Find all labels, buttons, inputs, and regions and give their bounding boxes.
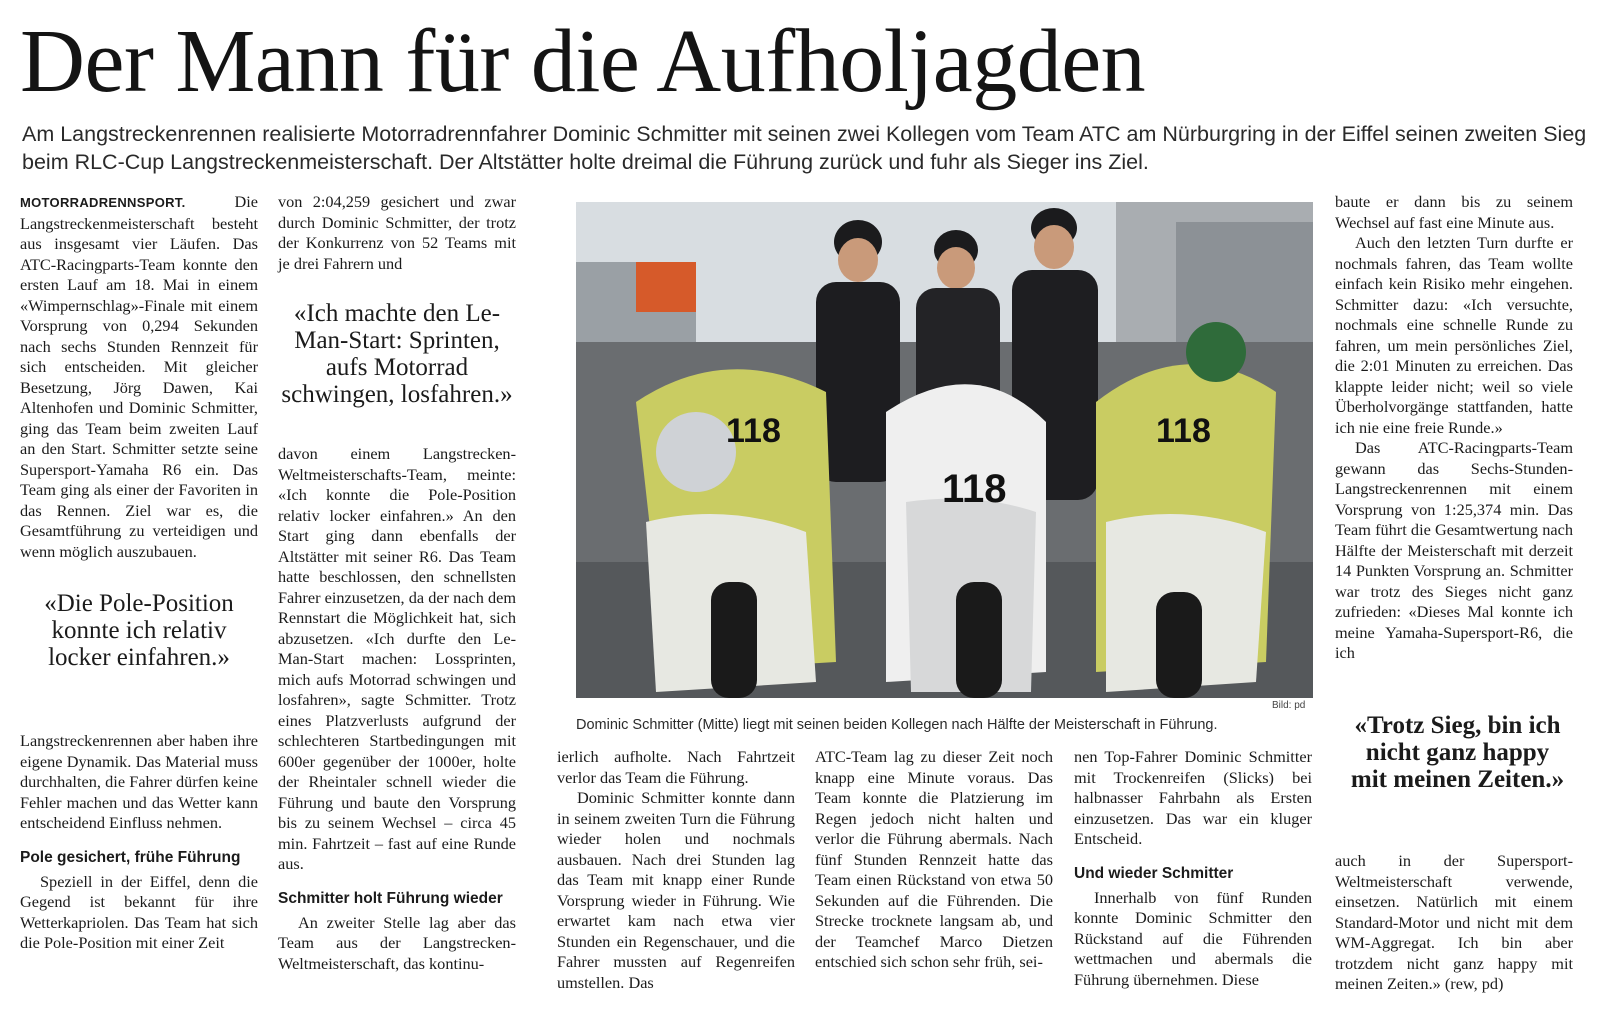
paragraph: Die Langstreckenmeisterschaft besteht aus insgesamt vier Läufen. Das ATC-Racingparts-Team konnte den ersten Lauf am 18. Mai in einem «Wimpernschlag»-Finale mit einem Vorsprung von 0,294 Sekunden nach sechs Stunden Rennzeit für sich entscheiden. Mit gleicher Besetzung, Jörg Dawen, Kai Altenhofen und Dominic Schmitter, ging das Team beim zweiten Lauf an den Start. Schmitter setzte seine Supersport-Yamaha R6 ein. Das Team ging als einer der Favoriten in das Rennen. Ziel war es, die Gesamtführung zu verteidigen und wenn möglich auszubauen. xyxy=(20,192,258,561)
photo-caption: Dominic Schmitter (Mitte) liegt mit seinen beiden Kollegen nach Hälfte der Meisterschaft in Führung. xyxy=(576,717,1218,733)
racing-team-photo xyxy=(576,202,1313,698)
paragraph: ierlich aufholte. Nach Fahrtzeit verlor das Team die Führung. xyxy=(557,747,795,787)
pull-quote-1: «Die Pole-Position konnte ich relativ locker einfahren.» xyxy=(44,590,234,671)
paragraph: Auch den letzten Turn durfte er nochmals fahren, das Team wollte einfach kein Risiko mehr eingehen. Schmitter dazu: «Ich versuchte, nochmals eine schnelle Runde zu fahren, um mein persönliches Ziel, die 2:01 Minuten zu erreichen. Das klappte leider nicht; weil so viele Überholvorgänge stattfanden, hatte ich nie eine freie Runde.» xyxy=(1335,233,1573,437)
subheading: Und wieder Schmitter xyxy=(1074,864,1234,882)
paragraph: nen Top-Fahrer Dominic Schmitter mit Trockenreifen (Slicks) bei halbnasser Fahrbahn als Ersten einzusetzen. Das war ein kluger Entscheid. xyxy=(1074,747,1312,848)
paragraph: ATC-Team lag zu dieser Zeit noch knapp eine Minute voraus. Das Team konnte die Platzierung im Regen jedoch nicht halten und verlor die Führung abermals. Nach fünf Stunden Rennzeit hatte das Team einen Rückstand von etwa 50 Sekunden auf die Führenden. Die Strecke trocknete langsam ab, und der Teamchef Marco Dietzen entschied sich schon sehr früh, sei- xyxy=(815,747,1053,971)
photo-credit: Bild: pd xyxy=(1272,700,1306,711)
paragraph: Speziell in der Eiffel, denn die Gegend ist bekannt für ihre Wetterkapriolen. Das Team hat sich die Pole-Position mit einer Zeit xyxy=(20,871,258,952)
subheading: Schmitter holt Führung wieder xyxy=(278,889,503,907)
column-6 xyxy=(1335,192,1573,664)
bike-number-left: 118 xyxy=(726,412,781,450)
subheading: Pole gesichert, frühe Führung xyxy=(20,848,241,866)
paragraph: Langstreckenrennen aber haben ihre eigene Dynamik. Das Material muss durchhalten, die Fahrer dürfen keine Fehler machen und das Wetter kann entscheidend Einfluss nehmen. xyxy=(20,731,258,832)
paragraph: von 2:04,259 gesichert und zwar durch Dominic Schmitter, der trotz der Konkurrenz von 52 Teams mit je drei Fahrern und xyxy=(278,192,516,273)
column-1 xyxy=(20,192,258,562)
column-1b xyxy=(20,731,258,954)
article-lead: Am Langstreckenrennen realisierte Motorradrennfahrer Dominic Schmitter mit seinen zwei Kollegen vom Team ATC am Nürburgring in der Eiffel seinen zweiten Sieg beim RLC-Cup Langstreckenmeisterschaft. Der Altstätter holte dreimal die Führung zurück und fuhr als Sieger ins Ziel. xyxy=(22,122,1587,174)
column-3 xyxy=(557,747,795,993)
paragraph: davon einem Langstrecken-Weltmeisterschafts-Team, meinte: «Ich konnte die Pole-Position relativ locker einfahren.» An den Start ging dann ebenfalls der Altstätter mit seiner R6. Das Team hatte beschlossen, den schnellsten Fahrer einzusetzen, da der nach dem Rennstart die Möglichkeit hat, sich abzusetzen. «Ich durfte den Le-Man-Start machen: Lossprinten, mich aufs Motorrad schwingen und losfahren», sagte Schmitter. Trotz eines Platzverlusts aufgrund der schlechteren Startbedingungen mit 600er gegenüber der 1000er, holte der Rheintaler schnell wieder die Führung und baute den Vorsprung bis zu seinem Wechsel – circa 45 min. Fahrtzeit – fast auf eine Runde aus. xyxy=(278,444,516,873)
pull-quote-3: «Trotz Sieg, bin ich nicht ganz happy mit meinen Zeiten.» xyxy=(1350,712,1565,793)
article-photo xyxy=(576,202,1313,698)
paragraph: Innerhalb von fünf Runden konnte Dominic Schmitter den Rückstand auf die Führenden wettmachen und abermals die Führung übernehmen. Diese xyxy=(1074,887,1312,989)
paragraph: An zweiter Stelle lag aber das Team aus der Langstrecken-Weltmeisterschaft, das kontinu- xyxy=(278,912,516,973)
column-4 xyxy=(815,747,1053,973)
bike-number-right: 118 xyxy=(1156,412,1211,450)
bike-number-center: 118 xyxy=(942,467,1007,511)
column-6b xyxy=(1335,851,1573,995)
paragraph: Dominic Schmitter konnte dann in seinem zweiten Turn die Führung wieder holen und nochmals ausbauen. Nach drei Stunden lag das Team mit knapp einer Runde Vorsprung wieder in Führung. Wie erwartet kam nach etwa vier Stunden ein Regenschauer, und die Fahrer mussten auf Regenreifen umstellen. Das xyxy=(557,788,795,992)
paragraph: auch in der Supersport-Weltmeisterschaft verwende, einsetzen. Natürlich mit einem Standard-Motor und nicht mit dem WM-Aggregat. Ich bin aber trotzdem nicht ganz happy mit meinen Zeiten.» (rew, pd) xyxy=(1335,851,1573,993)
paragraph: Das ATC-Racingparts-Team gewann das Sechs-Stunden-Langstreckenrennen mit einem Vorsprung von 1:25,374 min. Das Team führt die Gesamtwertung nach Hälfte der Meisterschaft mit derzeit 14 Punkten Vorsprung an. Schmitter war trotz des Sieges nicht ganz zufrieden: «Dieses Mal konnte ich meine Yamaha-Supersport-R6, die ich xyxy=(1335,438,1573,662)
article-kicker: MOTORRADRENNSPORT. xyxy=(20,195,186,210)
column-2b xyxy=(278,444,516,974)
column-5 xyxy=(1074,747,1312,990)
paragraph: baute er dann bis zu seinem Wechsel auf fast eine Minute aus. xyxy=(1335,192,1573,232)
pull-quote-2: «Ich machte den Le-Man-Start: Sprinten, aufs Motorrad schwingen, losfahren.» xyxy=(281,300,513,408)
column-2 xyxy=(278,192,516,274)
article-headline: Der Mann für die Aufholjagden xyxy=(20,12,1146,111)
